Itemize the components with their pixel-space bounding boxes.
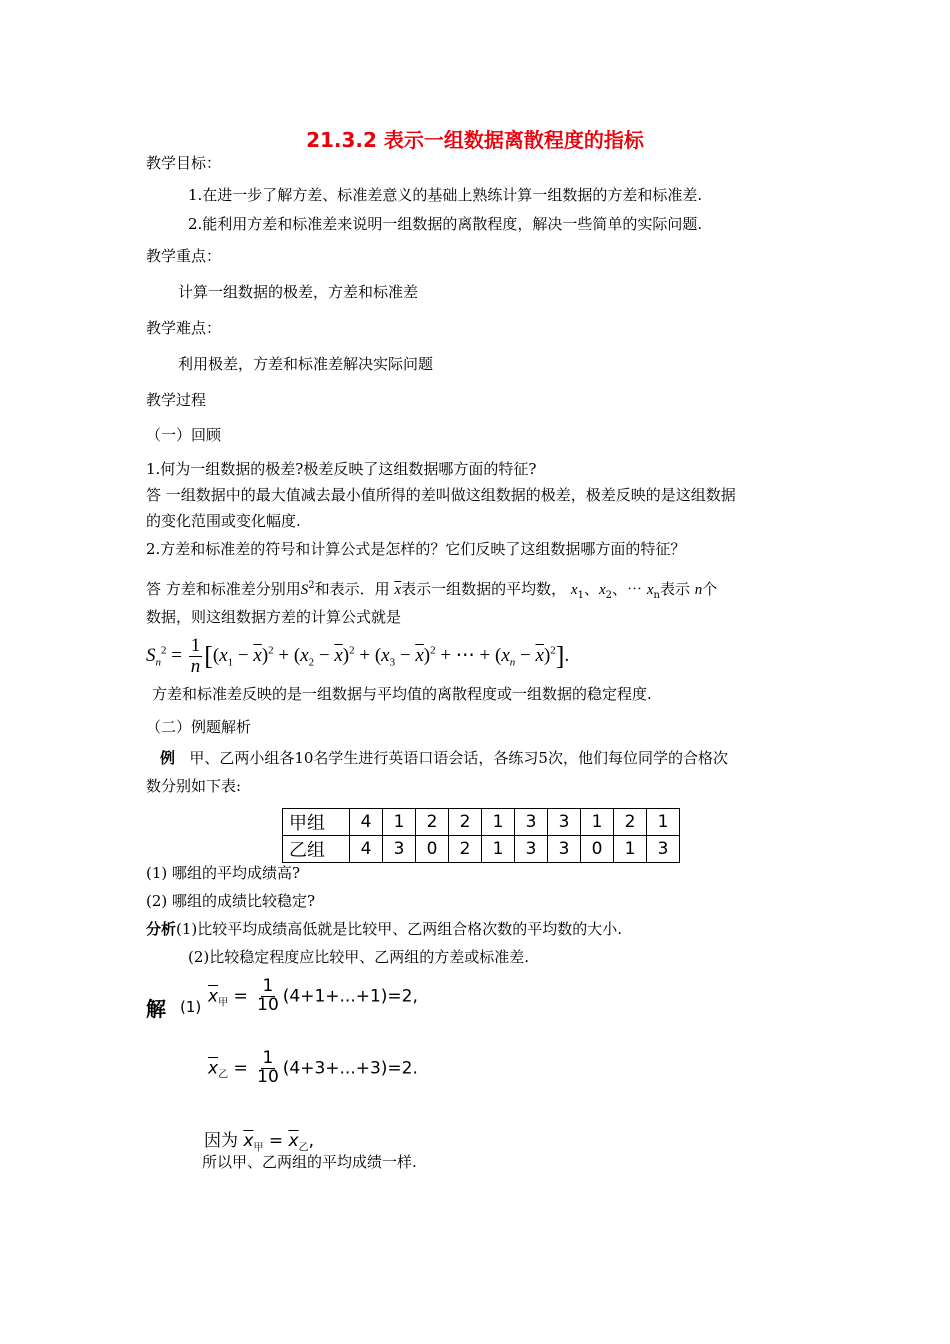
equation-1: $\overline{x}_甲$ = $\frac{1}{10}$ (4+1+...+1)=2, — [208, 976, 418, 1015]
table-cell: 3 — [515, 809, 548, 836]
variance-formula: $S_n^2$ = $\frac{1}{n}$ [$(x_1 - \overline{x})^2 + (x_2 - \overline{x})^2 + (x_3 - \overline{x})^2$ + ⋯ + $(x_n - \overline{x})^2$]. — [146, 635, 570, 677]
table-cell: 1 — [482, 809, 515, 836]
table-cell: 0 — [416, 836, 449, 863]
table-cell: 2 — [614, 809, 647, 836]
row-header: 乙组 — [283, 836, 350, 863]
because-line: 因为 $\overline{x}_甲 = \overline{x}_乙$, — [204, 1131, 314, 1154]
review-answer-2-line2: 数据，则这组数据方差的计算公式就是 — [146, 608, 402, 626]
equation-2: $\overline{x}_乙$ = $\frac{1}{10}$ (4+3+...+3)=2. — [208, 1048, 418, 1087]
example-question-1: (1) 哪组的平均成绩高? — [146, 864, 301, 882]
therefore-line: 所以甲、乙两组的平均成绩一样. — [202, 1153, 417, 1171]
table-cell: 2 — [449, 836, 482, 863]
goal-item-1: 1.在进一步了解方差、标准差意义的基础上熟练计算一组数据的方差和标准差. — [188, 186, 703, 204]
goal-item-2: 2.能利用方差和标准差来说明一组数据的离散程度，解决一些简单的实际问题. — [188, 215, 703, 233]
table-cell: 3 — [548, 809, 581, 836]
review-question-1: 1.何为一组数据的极差?极差反映了这组数据哪方面的特征? — [146, 460, 537, 478]
key-points-text: 计算一组数据的极差，方差和标准差 — [178, 283, 419, 301]
table-cell: 1 — [581, 809, 614, 836]
table-cell: 1 — [647, 809, 680, 836]
review-answer-2-line1: 答 方差和标准差分别用$S^2$和表示．用 $\overline{x}$表示一组数据的平均数， $x_1$、$x_2$、⋯ $x_n$表示 n个 — [146, 580, 718, 601]
table-cell: 4 — [350, 809, 383, 836]
review-conclusion: 方差和标准差反映的是一组数据与平均值的离散程度或一组数据的稳定程度. — [152, 685, 652, 703]
scores-table — [282, 808, 680, 863]
goals-heading: 教学目标： — [146, 154, 222, 172]
difficulties-heading: 教学难点： — [146, 319, 222, 337]
difficulties-text: 利用极差，方差和标准差解决实际问题 — [178, 355, 434, 373]
table-cell: 1 — [614, 836, 647, 863]
analysis-line-2: (2)比较稳定程度应比较甲、乙两组的方差或标准差. — [188, 948, 530, 966]
example-line-1: 例 甲、乙两小组各10名学生进行英语口语会话，各练习5次，他们每位同学的合格次 — [160, 749, 728, 767]
solution-number: (1) — [180, 998, 202, 1016]
table-cell: 1 — [482, 836, 515, 863]
table-cell: 2 — [449, 809, 482, 836]
example-heading: （二）例题解析 — [146, 718, 252, 736]
table-cell: 3 — [515, 836, 548, 863]
row-header: 甲组 — [283, 809, 350, 836]
example-line-2: 数分别如下表: — [146, 777, 242, 795]
table-cell: 1 — [383, 809, 416, 836]
table-cell: 3 — [548, 836, 581, 863]
example-question-2: (2) 哪组的成绩比较稳定? — [146, 892, 316, 910]
review-answer-1-line1: 答 一组数据中的最大值减去最小值所得的差叫做这组数据的极差，极差反映的是这组数据 — [146, 486, 736, 504]
page-title: 21.3.2 表示一组数据离散程度的指标 — [306, 128, 644, 152]
review-answer-1-line2: 的变化范围或变化幅度. — [146, 512, 301, 530]
table-cell: 0 — [581, 836, 614, 863]
key-points-heading: 教学重点： — [146, 247, 222, 265]
table-row — [283, 809, 680, 836]
review-heading: （一）回顾 — [146, 426, 222, 444]
process-heading: 教学过程 — [146, 391, 207, 409]
table-cell: 3 — [647, 836, 680, 863]
analysis-line-1: 分析(1)比较平均成绩高低就是比较甲、乙两组合格次数的平均数的大小. — [146, 920, 623, 938]
table-row — [283, 836, 680, 863]
review-question-2: 2.方差和标准差的符号和计算公式是怎样的？它们反映了这组数据哪方面的特征？ — [146, 540, 686, 558]
table-cell: 2 — [416, 809, 449, 836]
table-cell: 4 — [350, 836, 383, 863]
solution-label: 解 — [146, 997, 166, 1021]
table-cell: 3 — [383, 836, 416, 863]
